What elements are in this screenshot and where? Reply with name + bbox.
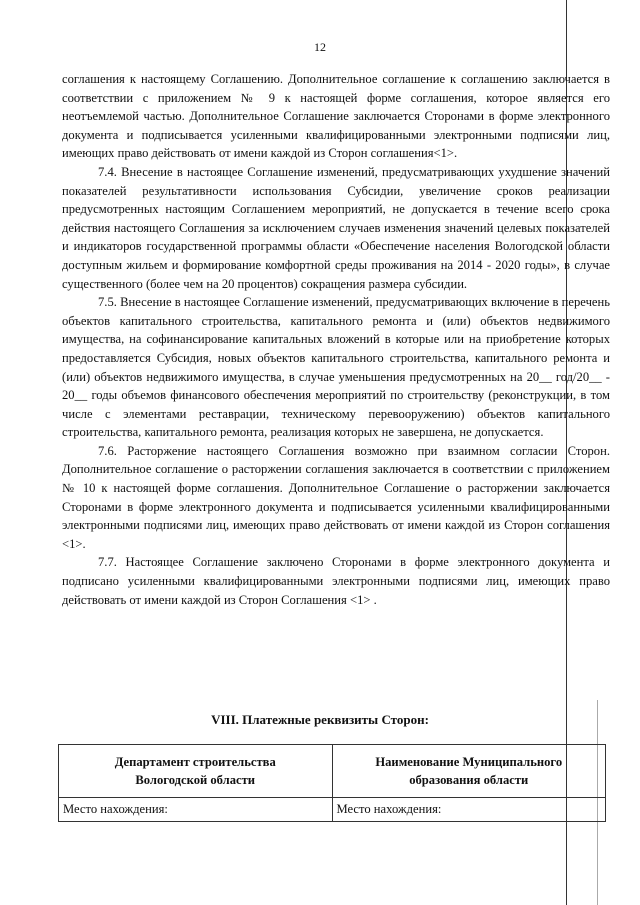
- paragraph-7-7: 7.7. Настоящее Соглашение заключено Сторонами в форме электронного документа и подписано усиленными квалифицированными электронными подписями лиц, имеющих право действовать от имени каждой из Сторон Соглашения <1> .: [62, 555, 610, 607]
- document-body: [62, 70, 610, 609]
- right-party-header-line2: образования области: [409, 773, 529, 787]
- requisites-table: [58, 744, 606, 822]
- left-party-header-line1: Департамент строительства: [114, 755, 276, 769]
- section-title: VIII. Платежные реквизиты Сторон:: [211, 712, 429, 727]
- right-location-cell: Место нахождения:: [332, 798, 606, 822]
- page-number: 12: [314, 40, 326, 54]
- left-location-cell: Место нахождения:: [59, 798, 333, 822]
- right-party-header-line1: Наименование Муниципального: [375, 755, 563, 769]
- table-row: [59, 798, 606, 822]
- left-party-header: [59, 745, 333, 798]
- paragraph-7-4: 7.4. Внесение в настоящее Соглашение изменений, предусматривающих ухудшение значений показателей результативности использования Субсидии, увеличение сроков реализации предусмотренных настоящим Соглашением мероприятий, не допускается в течение всего срока действия настоящего Соглашения за исключением случаев изменения значений целевых показателей и индикаторов государственной программы области «Обеспечение населения Вологодской области доступным жильем и формирование комфортной среды проживания на 2014 - 2020 годы», в случае существенного (более чем на 20 процентов) сокращения размера субсидии.: [62, 164, 610, 291]
- table-header-row: [59, 745, 606, 798]
- paragraph-continuation: соглашения к настоящему Соглашению. Дополнительное соглашение к соглашению заключается в соответствии с приложением № 9 к настоящей форме соглашения, которое является его неотъемлемой частью. Дополнительное Соглашение заключается Сторонами в форме электронного документа и подписывается усиленными квалифицированными электронными подписями лиц, имеющих право действовать от имени каждой из Сторон соглашения<1>.: [62, 72, 610, 161]
- left-party-header-line2: Вологодской области: [135, 773, 256, 787]
- paragraph-7-6: 7.6. Расторжение настоящего Соглашения возможно при взаимном согласии Сторон. Дополнительное соглашение о расторжении соглашения заключается в соответствии с приложением № 10 к настоящей форме соглашения. Дополнительное Соглашение о расторжении заключается Сторонами в форме электронного документа и подписывается усиленными квалифицированными электронными подписями лиц, имеющих право действовать от имени каждой из Сторон соглашения <1>.: [62, 443, 610, 551]
- right-party-header: [332, 745, 606, 798]
- paragraph-7-5: 7.5. Внесение в настоящее Соглашение изменений, предусматривающих включение в перечень объектов капитального строительства, капитального ремонта и (или) объектов недвижимого имущества, на софинансирование капитальных вложений в которые или на приобретение которых предоставляется Субсидия, новых объектов капитального строительства, капитального ремонта и (или) объектов недвижимого имущества, в случае уменьшения предусмотренных на 20__ год/20__ - 20__ годы объемов финансового обеспечения мероприятий по строительству (реконструкции, в том числе с элементами реставрации, техническому перевооружению) объектов капитального строительства, капитального ремонта, реализация которых не завершена, не допускается.: [62, 295, 610, 440]
